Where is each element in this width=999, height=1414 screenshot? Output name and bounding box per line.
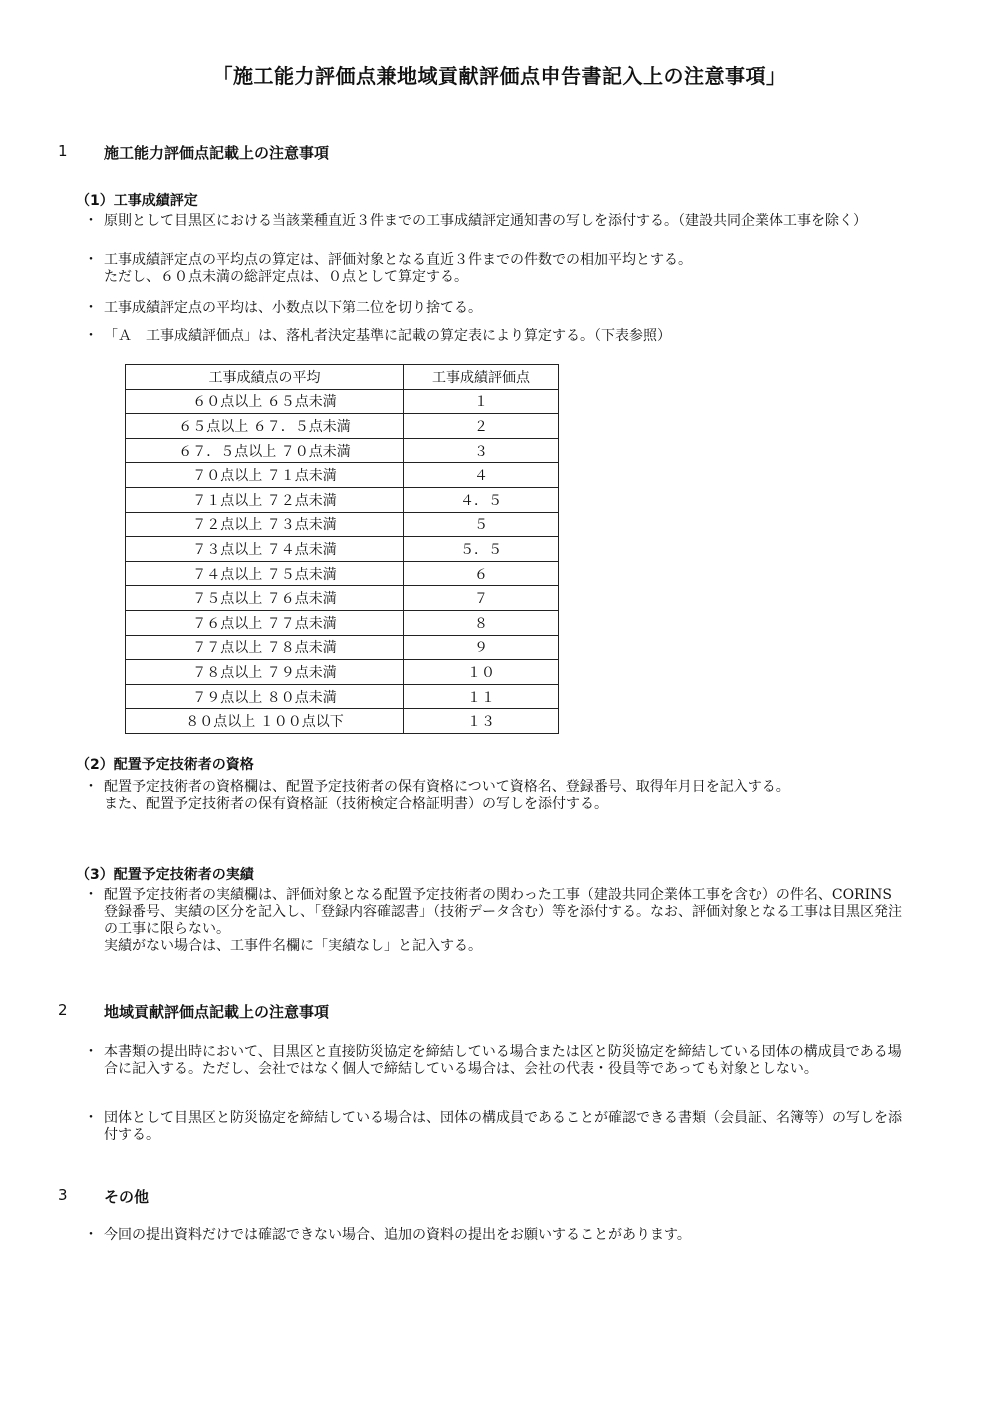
table-cell: ６０点以上 ６５点未満 xyxy=(126,389,404,414)
table-cell: １３ xyxy=(404,709,559,734)
bullet-text: 本書類の提出時において、目黒区と直接防災協定を締結している場合または区と防災協定を締結している団体の構成員である場合に記入する。ただし、会社ではなく個人で締結している場合は、会社の代表・役員等であっても対象としない。 xyxy=(104,1044,902,1077)
table-cell: ７６点以上 ７７点未満 xyxy=(126,610,404,635)
bullet-text: 工事成績評定点の平均は、小数点以下第二位を切り捨てる。 xyxy=(104,300,482,316)
subsection-2-heading: （2）配置予定技術者の資格 xyxy=(76,757,254,773)
table-cell: ７５点以上 ７６点未満 xyxy=(126,586,404,611)
table-cell: ８ xyxy=(404,610,559,635)
table-row xyxy=(126,537,559,562)
bullet-mark: ・ xyxy=(84,1044,98,1060)
table-row xyxy=(126,463,559,488)
bullet-text: 原則として目黒区における当該業種直近３件までの工事成績評定通知書の写しを添付する。（建設共同企業体工事を除く） xyxy=(104,213,867,229)
subsection-3-heading: （3）配置予定技術者の実績 xyxy=(76,867,254,883)
bullet-mark: ・ xyxy=(84,300,98,316)
table-row xyxy=(126,512,559,537)
table-cell: ７７点以上 ７８点未満 xyxy=(126,635,404,660)
bullet-text: 配置予定技術者の資格欄は、配置予定技術者の保有資格について資格名、登録番号、取得年月日を記入する。 また、配置予定技術者の保有資格証（技術検定合格証明書）の写しを添付する。 xyxy=(104,779,790,812)
bullet-item xyxy=(84,1227,902,1244)
table-cell: ７３点以上 ７４点未満 xyxy=(126,537,404,562)
table-cell: ３ xyxy=(404,438,559,463)
table-cell: ７２点以上 ７３点未満 xyxy=(126,512,404,537)
bullet-mark: ・ xyxy=(84,887,98,903)
bullet-item xyxy=(84,779,902,813)
table-cell: ４ xyxy=(404,463,559,488)
section-2-heading xyxy=(58,1001,329,1022)
table-cell: ６ xyxy=(404,561,559,586)
bullet-item xyxy=(84,328,902,345)
bullet-mark: ・ xyxy=(84,1110,98,1126)
table-row xyxy=(126,660,559,685)
bullet-item xyxy=(84,252,902,286)
section-number: 1 xyxy=(58,142,68,160)
table-row xyxy=(126,561,559,586)
table-cell: ７４点以上 ７５点未満 xyxy=(126,561,404,586)
section-3-heading xyxy=(58,1186,149,1207)
bullet-item xyxy=(84,213,902,230)
table-row xyxy=(126,610,559,635)
bullet-text: 工事成績評定点の平均点の算定は、評価対象となる直近３件までの件数での相加平均とする。 ただし、６０点未満の総評定点は、０点として算定する。 xyxy=(104,252,692,285)
section-title: その他 xyxy=(104,1188,150,1206)
bullet-text: 今回の提出資料だけでは確認できない場合、追加の資料の提出をお願いすることがあります。 xyxy=(104,1227,691,1243)
section-number: 3 xyxy=(58,1186,68,1204)
bullet-mark: ・ xyxy=(84,328,98,344)
section-1-heading xyxy=(58,142,329,163)
table-cell: ６７．５点以上 ７０点未満 xyxy=(126,438,404,463)
bullet-mark: ・ xyxy=(84,1227,98,1243)
table-row xyxy=(126,635,559,660)
bullet-text: 「Ａ 工事成績評価点」は、落札者決定基準に記載の算定表により算定する。（下表参照） xyxy=(104,328,671,344)
table-row xyxy=(126,487,559,512)
bullet-item xyxy=(84,1044,902,1078)
table-row xyxy=(126,586,559,611)
table-row xyxy=(126,684,559,709)
section-number: 2 xyxy=(58,1001,68,1019)
table-cell: ７９点以上 ８０点未満 xyxy=(126,684,404,709)
table-row xyxy=(126,438,559,463)
table-row xyxy=(126,709,559,734)
table-row xyxy=(126,389,559,414)
bullet-item xyxy=(84,887,902,955)
table-cell: ５ xyxy=(404,512,559,537)
bullet-text: 団体として目黒区と防災協定を締結している場合は、団体の構成員であることが確認できる書類（会員証、名簿等）の写しを添付する。 xyxy=(104,1110,902,1143)
section-title: 施工能力評価点記載上の注意事項 xyxy=(104,144,330,162)
table-cell: ７８点以上 ７９点未満 xyxy=(126,660,404,685)
table-cell: ６５点以上 ６７．５点未満 xyxy=(126,414,404,439)
table-header-cell: 工事成績評価点 xyxy=(404,365,559,390)
table-cell: ２ xyxy=(404,414,559,439)
table-cell: ８０点以上 １００点以下 xyxy=(126,709,404,734)
bullet-mark: ・ xyxy=(84,252,98,268)
table-cell: ７０点以上 ７１点未満 xyxy=(126,463,404,488)
table-cell: ７ xyxy=(404,586,559,611)
document-title: 「施工能力評価点兼地域貢献評価点申告書記入上の注意事項」 xyxy=(212,64,787,88)
bullet-mark: ・ xyxy=(84,213,98,229)
bullet-mark: ・ xyxy=(84,779,98,795)
bullet-item xyxy=(84,1110,902,1144)
section-title: 地域貢献評価点記載上の注意事項 xyxy=(104,1003,330,1021)
table-cell: ９ xyxy=(404,635,559,660)
table-cell: ４．５ xyxy=(404,487,559,512)
table-cell: １０ xyxy=(404,660,559,685)
score-conversion-table xyxy=(125,364,559,734)
bullet-text: 配置予定技術者の実績欄は、評価対象となる配置予定技術者の関わった工事（建設共同企業体工事を含む）の件名、CORINS登録番号、実績の区分を記入し、「登録内容確認書」（技術データ含む）等を添付する。なお、評価対象となる工事は目黒区発注の工事に限らない。 実績がない場合は、工事件名欄に「実績なし」と記入する。 xyxy=(104,887,902,954)
table-cell: ５．５ xyxy=(404,537,559,562)
bullet-item xyxy=(84,300,902,317)
table-header-cell: 工事成績点の平均 xyxy=(126,365,404,390)
subsection-1-heading: （1）工事成績評定 xyxy=(76,193,198,209)
table-cell: １ xyxy=(404,389,559,414)
table-row xyxy=(126,414,559,439)
table-cell: ７１点以上 ７２点未満 xyxy=(126,487,404,512)
table-cell: １１ xyxy=(404,684,559,709)
table-header-row xyxy=(126,365,559,390)
